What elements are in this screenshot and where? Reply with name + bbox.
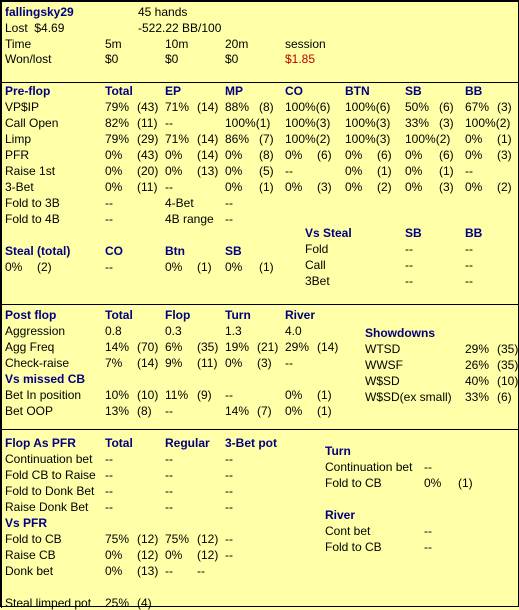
steal-limped-pot-count: (4) (137, 596, 152, 610)
cell: (1) (259, 180, 274, 194)
cell: (43) (137, 100, 159, 114)
cell: 71% (165, 132, 190, 146)
cell: 0% (285, 388, 303, 402)
steal-col-sb: SB (225, 244, 242, 258)
cell: 6% (165, 340, 183, 354)
row-label: Continuation bet (325, 460, 413, 474)
cell: -- (105, 484, 113, 498)
cell: -- (225, 212, 233, 226)
cell: 0% (465, 132, 483, 146)
steal-value: 0% (5, 260, 23, 274)
pf-col-turn: Turn (225, 308, 251, 322)
cell: -- (105, 452, 113, 466)
lost-label (5, 21, 64, 35)
col-sb: SB (405, 84, 422, 98)
row-label: Bet OOP (5, 404, 54, 418)
cell: (7) (257, 404, 272, 418)
cell: -- (165, 404, 173, 418)
cell: 0% (225, 164, 243, 178)
cell: 9% (165, 356, 183, 370)
cell: 0% (165, 548, 183, 562)
row-label: Agg Freq (5, 340, 55, 354)
cell: -- (424, 524, 432, 538)
row-label: 3Bet (305, 274, 330, 288)
cell: (3) (497, 100, 512, 114)
cell: 0% (285, 180, 303, 194)
period-10m: 10m (165, 37, 189, 51)
row-label: Fold to CB (325, 540, 382, 554)
steal-sb-count: (1) (259, 260, 274, 274)
cell: -- (165, 452, 173, 466)
cell: (12) (197, 548, 219, 562)
river-title: River (325, 508, 356, 522)
period-5m: 5m (105, 37, 122, 51)
four-bet-range-label: 4B range (165, 212, 214, 226)
cell: 82% (105, 116, 130, 130)
col-ep: EP (165, 84, 182, 98)
cell: 100%(6) (345, 100, 391, 114)
cell: (11) (137, 180, 158, 194)
row-label: Donk bet (5, 564, 54, 578)
cell: 0% (105, 564, 123, 578)
cell: (7) (259, 132, 274, 146)
four-bet-label: 4-Bet (165, 196, 194, 210)
row-label: Call Open (5, 116, 59, 130)
col-bb: BB (465, 84, 483, 98)
bb-per-100: -522.22 BB/100 (138, 21, 222, 35)
cell: (1) (458, 476, 473, 490)
cell: -- (424, 540, 432, 554)
cell: 75% (165, 532, 190, 546)
row-label: Fold to Donk Bet (5, 484, 95, 498)
cell: 86% (225, 132, 250, 146)
row-label: Raise CB (5, 548, 56, 562)
cell: 10% (105, 388, 130, 402)
divider (1, 429, 519, 430)
cell: (6) (377, 148, 392, 162)
row-label: Limp (5, 132, 32, 146)
won-lost-20m: $0 (225, 52, 239, 66)
steal-sb: 0% (225, 260, 243, 274)
cell: 100%(3) (345, 132, 391, 146)
cell: -- (285, 164, 293, 178)
cell: -- (105, 196, 113, 210)
row-label: Fold (305, 242, 329, 256)
steal-co: -- (105, 260, 113, 274)
cell: -- (165, 116, 173, 130)
cell: 88% (225, 100, 250, 114)
cell: (1) (377, 164, 392, 178)
cell: -- (405, 242, 413, 256)
cell: (14) (137, 356, 159, 370)
cell: 0% (405, 180, 423, 194)
flop-as-pfr-title: Flop As PFR (5, 436, 76, 450)
cell: (3) (497, 148, 512, 162)
steal-count: (2) (37, 260, 52, 274)
cell: -- (165, 500, 173, 514)
pf-col-river: River (285, 308, 316, 322)
postflop-title: Post flop (5, 308, 57, 322)
cell: (14) (197, 132, 219, 146)
cell: -- (165, 564, 173, 578)
cell: 50% (405, 100, 430, 114)
cell: 33% (465, 390, 490, 404)
vs-steal-title: Vs Steal (305, 226, 352, 240)
cell: -- (165, 484, 173, 498)
cell: 13% (105, 404, 130, 418)
cell: 100%(2) (285, 132, 331, 146)
cell: 0% (105, 548, 123, 562)
row-label: Fold to 4B (5, 212, 60, 226)
cell: (10) (137, 388, 159, 402)
cell: -- (165, 180, 173, 194)
cell: -- (465, 274, 473, 288)
cell: -- (225, 196, 233, 210)
period-session: session (285, 37, 326, 51)
col-btn: BTN (345, 84, 370, 98)
cell: -- (465, 242, 473, 256)
row-label: Fold to CB (325, 476, 382, 490)
cell: -- (465, 164, 473, 178)
row-label: WTSD (365, 342, 401, 356)
cell: 0.8 (105, 324, 122, 338)
cell: -- (285, 356, 293, 370)
cell: (6) (317, 148, 332, 162)
steal-col-co: CO (105, 244, 123, 258)
cell: (12) (197, 532, 219, 546)
won-lost-10m: $0 (165, 52, 179, 66)
cell: 100%(6) (285, 100, 331, 114)
cell: 1.3 (225, 324, 242, 338)
cell: 26% (465, 358, 490, 372)
row-label: Cont bet (325, 524, 371, 538)
cell: (13) (197, 164, 219, 178)
cell: (11) (137, 116, 158, 130)
cell: (9) (197, 388, 212, 402)
cell: -- (225, 548, 233, 562)
cell: -- (225, 500, 233, 514)
won-lost-5m: $0 (105, 52, 119, 66)
divider (1, 1, 2, 608)
vs-missed-cb-title: Vs missed CB (5, 372, 86, 386)
divider (1, 304, 519, 305)
cell: (8) (259, 148, 274, 162)
cell: (29) (137, 132, 159, 146)
cell: 29% (285, 340, 310, 354)
cell: (11) (197, 356, 218, 370)
cell: (13) (137, 564, 159, 578)
steal-title: Steal (total) (5, 244, 71, 258)
cell: 0.3 (165, 324, 182, 338)
cell: (1) (439, 164, 454, 178)
divider (1, 1, 519, 2)
vs-steal-col-bb: BB (465, 226, 483, 240)
col-co: CO (285, 84, 303, 98)
cell: 0% (225, 180, 243, 194)
fap-col-total: Total (105, 436, 133, 450)
cell: (6) (439, 148, 454, 162)
row-label: 3-Bet (5, 180, 34, 194)
cell: 67% (465, 100, 490, 114)
cell: (12) (137, 548, 159, 562)
row-label: Fold to CB (5, 532, 62, 546)
cell: (35) (497, 342, 519, 356)
cell: 14% (225, 404, 250, 418)
cell: 0% (225, 148, 243, 162)
row-label: W$SD(ex small) (365, 390, 452, 404)
cell: (70) (137, 340, 159, 354)
cell: 100%(3) (345, 116, 391, 130)
cell: 0% (285, 404, 303, 418)
row-label: W$SD (365, 374, 400, 388)
steal-col-btn: Btn (165, 244, 185, 258)
cell: (14) (197, 148, 219, 162)
cell: (12) (137, 532, 159, 546)
cell: -- (465, 258, 473, 272)
steal-limped-pot-value: 25% (105, 596, 130, 610)
cell: 29% (465, 342, 490, 356)
cell: 0% (405, 148, 423, 162)
cell: 0% (225, 356, 243, 370)
cell: -- (225, 468, 233, 482)
cell: (20) (137, 164, 159, 178)
cell: -- (165, 468, 173, 482)
cell: 0% (165, 164, 183, 178)
cell: 40% (465, 374, 490, 388)
cell: -- (225, 532, 233, 546)
cell: 100%(2) (465, 116, 511, 130)
cell: 100%(2) (405, 132, 451, 146)
cell: (5) (259, 164, 274, 178)
row-label: Raise 1st (5, 164, 56, 178)
cell: (1) (317, 404, 332, 418)
cell: 100%(1) (225, 116, 271, 130)
cell: 100%(3) (285, 116, 331, 130)
row-label: Check-raise (5, 356, 70, 370)
cell: -- (197, 564, 205, 578)
vs-steal-col-sb: SB (405, 226, 422, 240)
pf-col-total: Total (105, 308, 133, 322)
cell: (43) (137, 148, 159, 162)
lost-amount: $4.69 (34, 21, 65, 35)
fap-col-3bet: 3-Bet pot (225, 436, 277, 450)
cell: 0% (345, 164, 363, 178)
cell: (6) (439, 100, 454, 114)
steal-limped-pot-label: Steal limped pot (5, 596, 92, 610)
cell: 4.0 (285, 324, 302, 338)
cell: (14) (197, 100, 219, 114)
cell: (3) (439, 116, 454, 130)
cell: -- (225, 452, 233, 466)
row-label: VP$IP (5, 100, 40, 114)
cell: (1) (317, 388, 332, 402)
cell: (6) (497, 390, 512, 404)
cell: -- (405, 274, 413, 288)
cell: (3) (257, 356, 272, 370)
cell: 0% (285, 148, 303, 162)
cell: (35) (197, 340, 219, 354)
col-mp: MP (225, 84, 243, 98)
cell: 0% (105, 180, 123, 194)
cell: 7% (105, 356, 123, 370)
cell: 0% (345, 180, 363, 194)
row-label: WWSF (365, 358, 403, 372)
cell: (3) (439, 180, 454, 194)
player-name: fallingsky29 (5, 5, 74, 19)
time-label: Time (5, 37, 32, 51)
steal-btn-count: (1) (197, 260, 212, 274)
cell: -- (225, 484, 233, 498)
row-label: PFR (5, 148, 29, 162)
hands-count: 45 hands (138, 5, 188, 19)
cell: (14) (317, 340, 339, 354)
showdowns-title: Showdowns (365, 326, 435, 340)
cell: 19% (225, 340, 250, 354)
cell: (35) (497, 358, 519, 372)
cell: (8) (137, 404, 152, 418)
cell: 33% (405, 116, 430, 130)
cell: (2) (377, 180, 392, 194)
row-label: Call (305, 258, 326, 272)
cell: 0% (465, 180, 483, 194)
cell: 79% (105, 100, 130, 114)
cell: 0% (165, 148, 183, 162)
row-label: Raise Donk Bet (5, 500, 89, 514)
cell: 11% (165, 388, 189, 402)
col-total: Total (105, 84, 133, 98)
row-label: Continuation bet (5, 452, 93, 466)
cell: (1) (497, 132, 512, 146)
cell: 0% (105, 148, 123, 162)
won-lost-label: Won/lost (5, 52, 52, 66)
cell: (10) (497, 374, 519, 388)
row-label: Fold to 3B (5, 196, 60, 210)
row-label: Aggression (5, 324, 66, 338)
cell: (21) (257, 340, 279, 354)
row-label: Bet In position (5, 388, 82, 402)
fap-col-regular: Regular (165, 436, 210, 450)
cell: (2) (497, 180, 512, 194)
cell: -- (105, 500, 113, 514)
lost-label-text: Lost (5, 21, 28, 35)
cell: 0% (424, 476, 442, 490)
turn-title: Turn (325, 444, 351, 458)
preflop-title: Pre-flop (5, 84, 51, 98)
vs-pfr-title: Vs PFR (5, 516, 48, 530)
cell: -- (105, 468, 113, 482)
cell: -- (405, 258, 413, 272)
cell: 0% (405, 164, 423, 178)
cell: (3) (317, 180, 332, 194)
cell: -- (424, 460, 432, 474)
pf-col-flop: Flop (165, 308, 191, 322)
cell: 14% (105, 340, 130, 354)
cell: 0% (465, 148, 483, 162)
row-label: Fold CB to Raise (5, 468, 96, 482)
cell: (8) (259, 100, 274, 114)
cell: 71% (165, 100, 190, 114)
cell: 0% (105, 164, 123, 178)
period-20m: 20m (225, 37, 249, 51)
cell: -- (225, 388, 233, 402)
cell: 0% (345, 148, 363, 162)
won-lost-session: $1.85 (285, 52, 316, 66)
steal-btn: 0% (165, 260, 183, 274)
cell: 75% (105, 532, 130, 546)
cell: -- (105, 212, 113, 226)
divider (1, 82, 519, 83)
cell: 79% (105, 132, 130, 146)
